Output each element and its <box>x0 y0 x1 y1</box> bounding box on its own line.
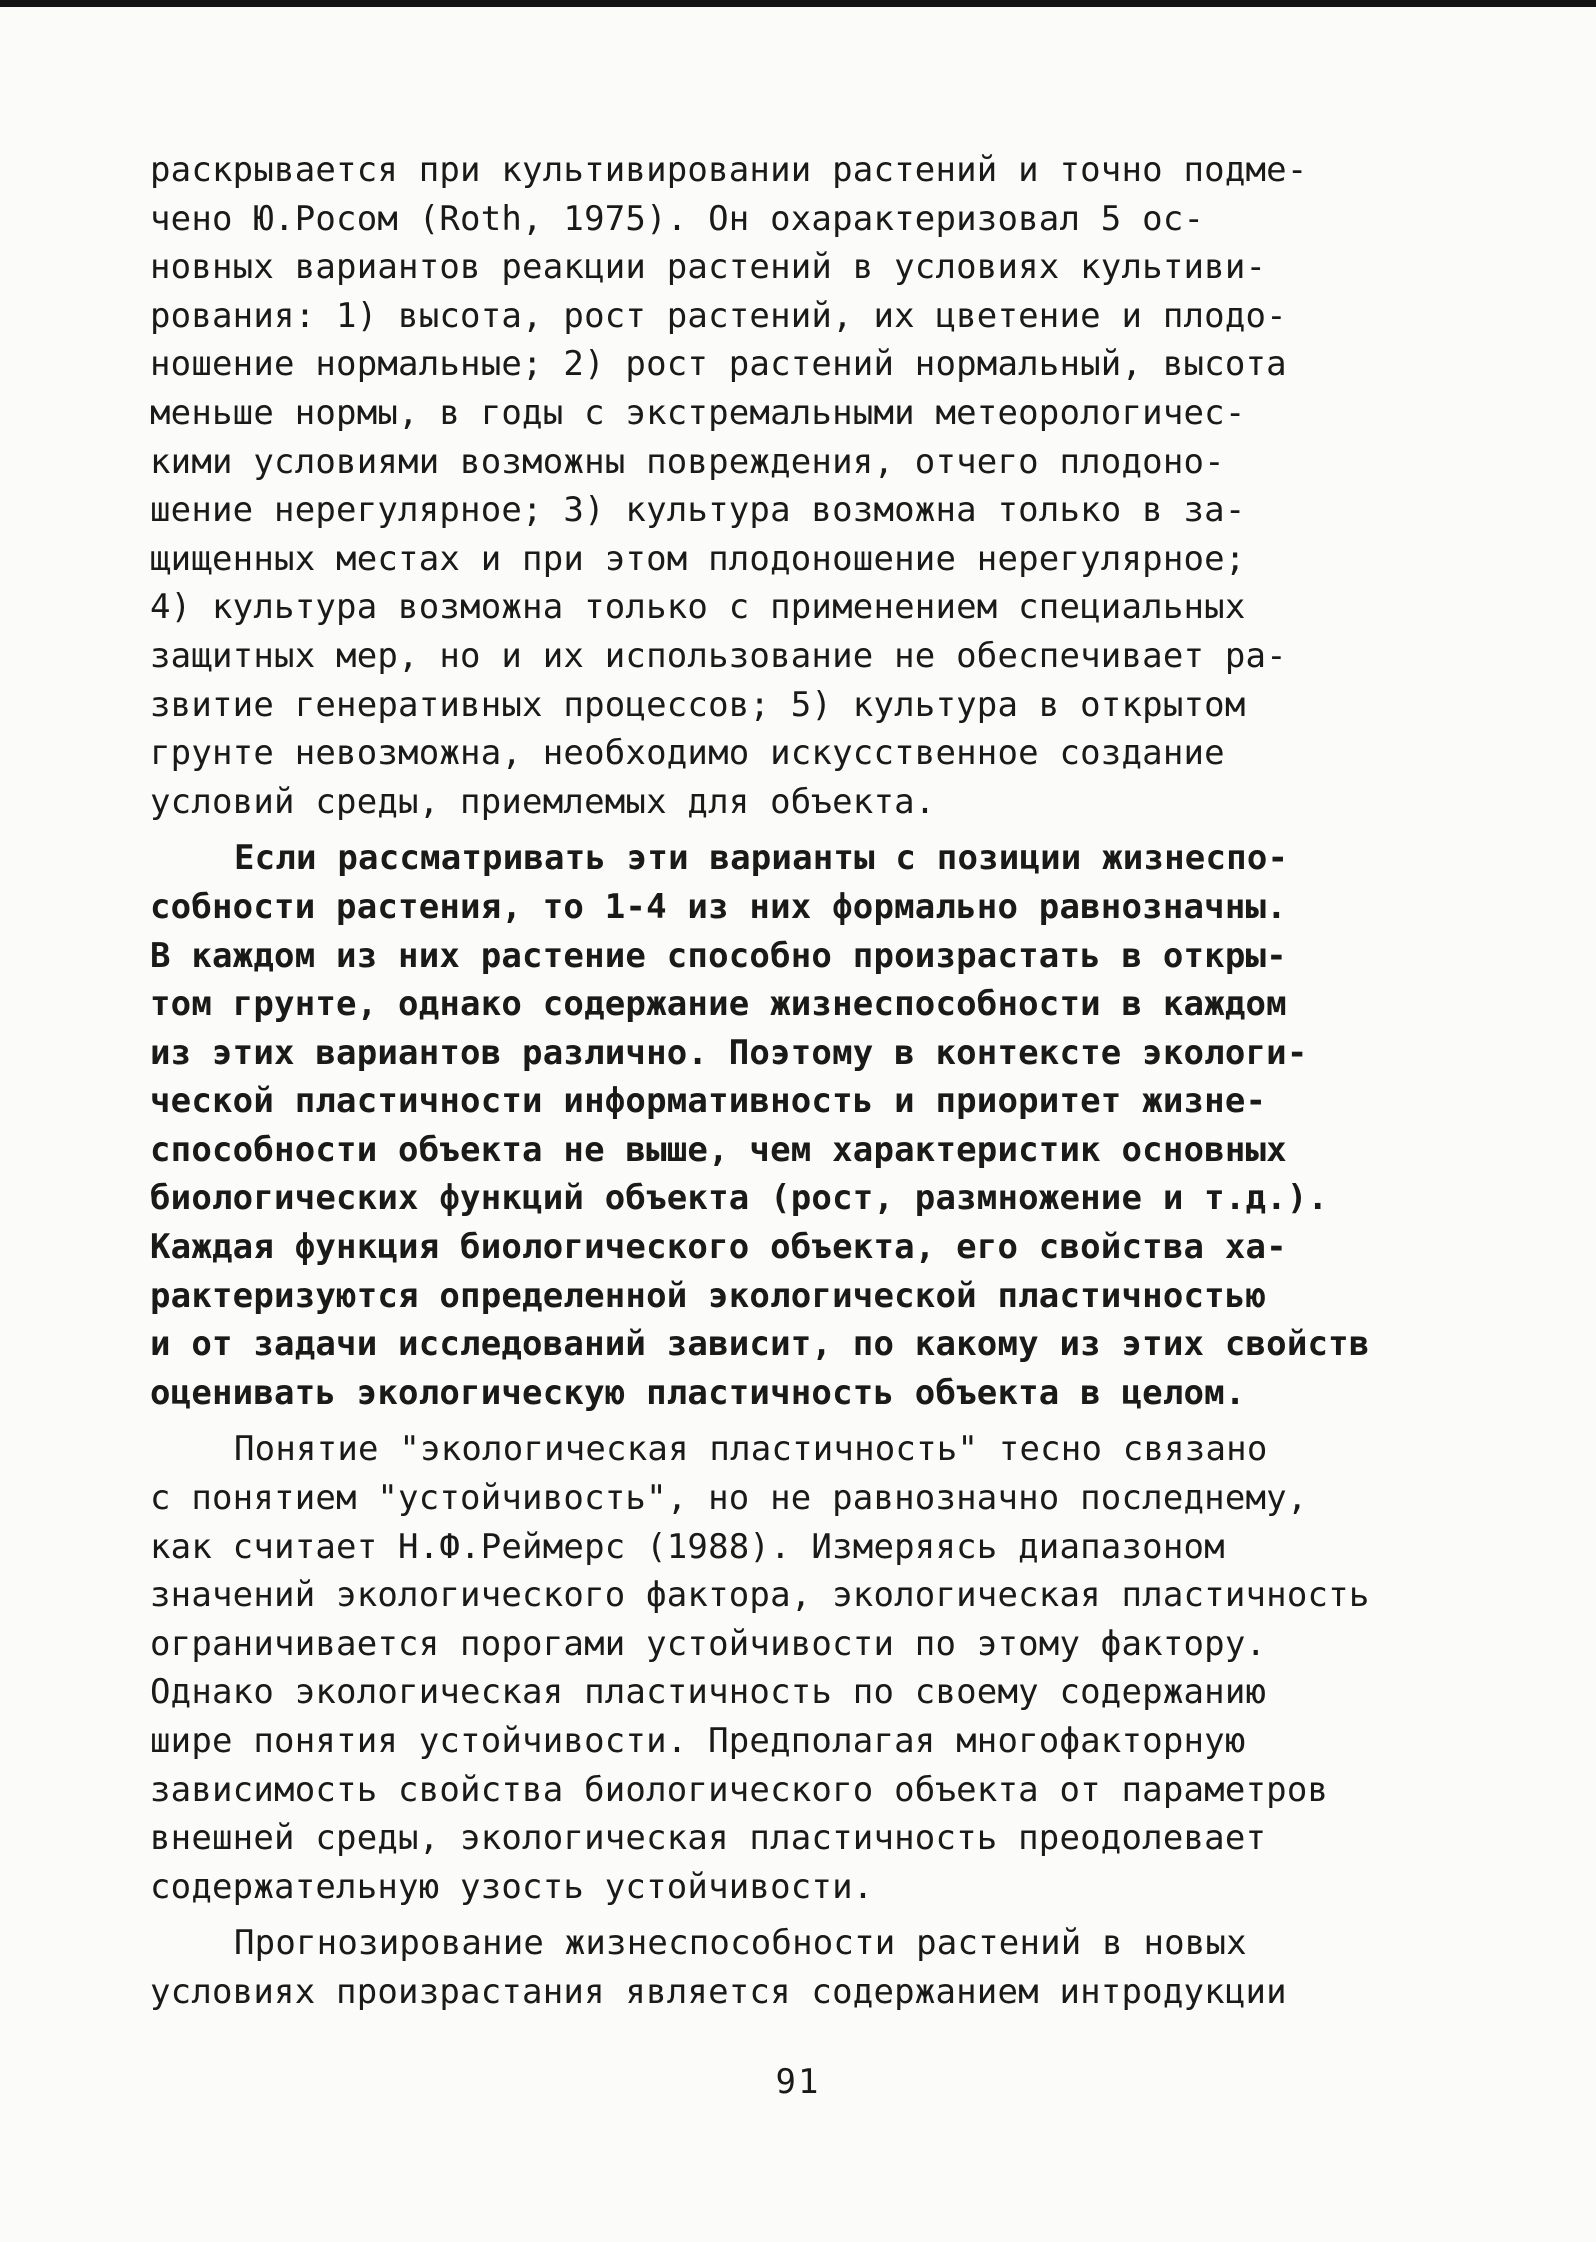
text-line: Прогнозирование жизнеспособности растений в новых <box>234 1923 1247 1964</box>
paragraph-1 <box>150 146 1510 826</box>
text-line: оценивать экологическую пластичность объекта в целом. <box>150 1372 1246 1413</box>
text-line: Каждая функция биологического объекта, его свойства ха- <box>150 1227 1287 1268</box>
text-line: способности объекта не выше, чем характеристик основных <box>150 1129 1287 1170</box>
text-line: с понятием "устойчивость", но не равнозначно последнему, <box>150 1478 1308 1519</box>
text-line: ношение нормальные; 2) рост растений нормальный, высота <box>150 344 1287 385</box>
text-line: Если рассматривать эти варианты с позиции жизнеспо- <box>234 838 1289 879</box>
text-line: содержательную узость устойчивости. <box>150 1866 874 1907</box>
paragraph-4 <box>150 1919 1510 2016</box>
text-line: раскрывается при культивировании растений и точно подме- <box>150 150 1308 190</box>
text-line: шение нерегулярное; 3) культура возможна только в за- <box>150 490 1246 531</box>
page-number: 91 <box>775 2062 821 2102</box>
paragraph-3 <box>150 1425 1510 1911</box>
text-line: значений экологического фактора, экологическая пластичность <box>150 1575 1370 1616</box>
text-line: 4) культура возможна только с применением специальных <box>150 587 1246 628</box>
page-body-text <box>150 146 1510 2025</box>
text-line: рактеризуются определенной экологической пластичностью <box>150 1275 1267 1316</box>
text-line: том грунте, однако содержание жизнеспособности в каждом <box>150 984 1287 1025</box>
text-line: условиях произрастания является содержанием интродукции <box>150 1971 1287 2012</box>
text-line: чено Ю.Росом (Roth, 1975). Он охарактеризовал 5 ос- <box>150 198 1205 239</box>
text-line: меньше нормы, в годы с экстремальными метеорологичес- <box>150 392 1246 433</box>
paragraph-2 <box>150 834 1510 1417</box>
text-line: условий среды, приемлемых для объекта. <box>150 781 936 822</box>
text-line: В каждом из них растение способно произрастать в откры- <box>150 935 1287 976</box>
text-line: новных вариантов реакции растений в условиях культиви- <box>150 247 1267 288</box>
text-line: Понятие "экологическая пластичность" тесно связано <box>234 1429 1268 1470</box>
text-line: кими условиями возможны повреждения, отчего плодоно- <box>150 441 1225 482</box>
text-line: Однако экологическая пластичность по своему содержанию <box>150 1672 1267 1713</box>
text-line: собности растения, то 1-4 из них формально равнозначны. <box>150 886 1287 927</box>
text-line: из этих вариантов различно. Поэтому в контексте экологи- <box>150 1032 1308 1073</box>
text-line: щищенных местах и при этом плодоношение нерегулярное; <box>150 538 1246 579</box>
text-line: и от задачи исследований зависит, по какому из этих свойств <box>150 1324 1370 1365</box>
text-line: защитных мер, но и их использование не обеспечивает ра- <box>150 635 1287 676</box>
text-line: звитие генеративных процессов; 5) культура в открытом <box>150 684 1246 725</box>
text-line: грунте невозможна, необходимо искусственное создание <box>150 733 1225 774</box>
text-line: биологических функций объекта (рост, размножение и т.д.). <box>150 1178 1329 1219</box>
text-line: шире понятия устойчивости. Предполагая многофакторную <box>150 1721 1246 1761</box>
scan-top-edge <box>0 0 1596 7</box>
text-line: зависимость свойства биологического объекта от параметров <box>150 1769 1329 1810</box>
text-line: ческой пластичности информативность и приоритет жизне- <box>150 1081 1267 1122</box>
text-line: ограничивается порогами устойчивости по этому фактору. <box>150 1623 1267 1664</box>
text-line: как считает Н.Ф.Реймерс (1988). Измеряясь диапазоном <box>150 1526 1225 1567</box>
text-line: внешней среды, экологическая пластичность преодолевает <box>150 1818 1267 1859</box>
text-line: рования: 1) высота, рост растений, их цветение и плодо- <box>150 295 1287 336</box>
